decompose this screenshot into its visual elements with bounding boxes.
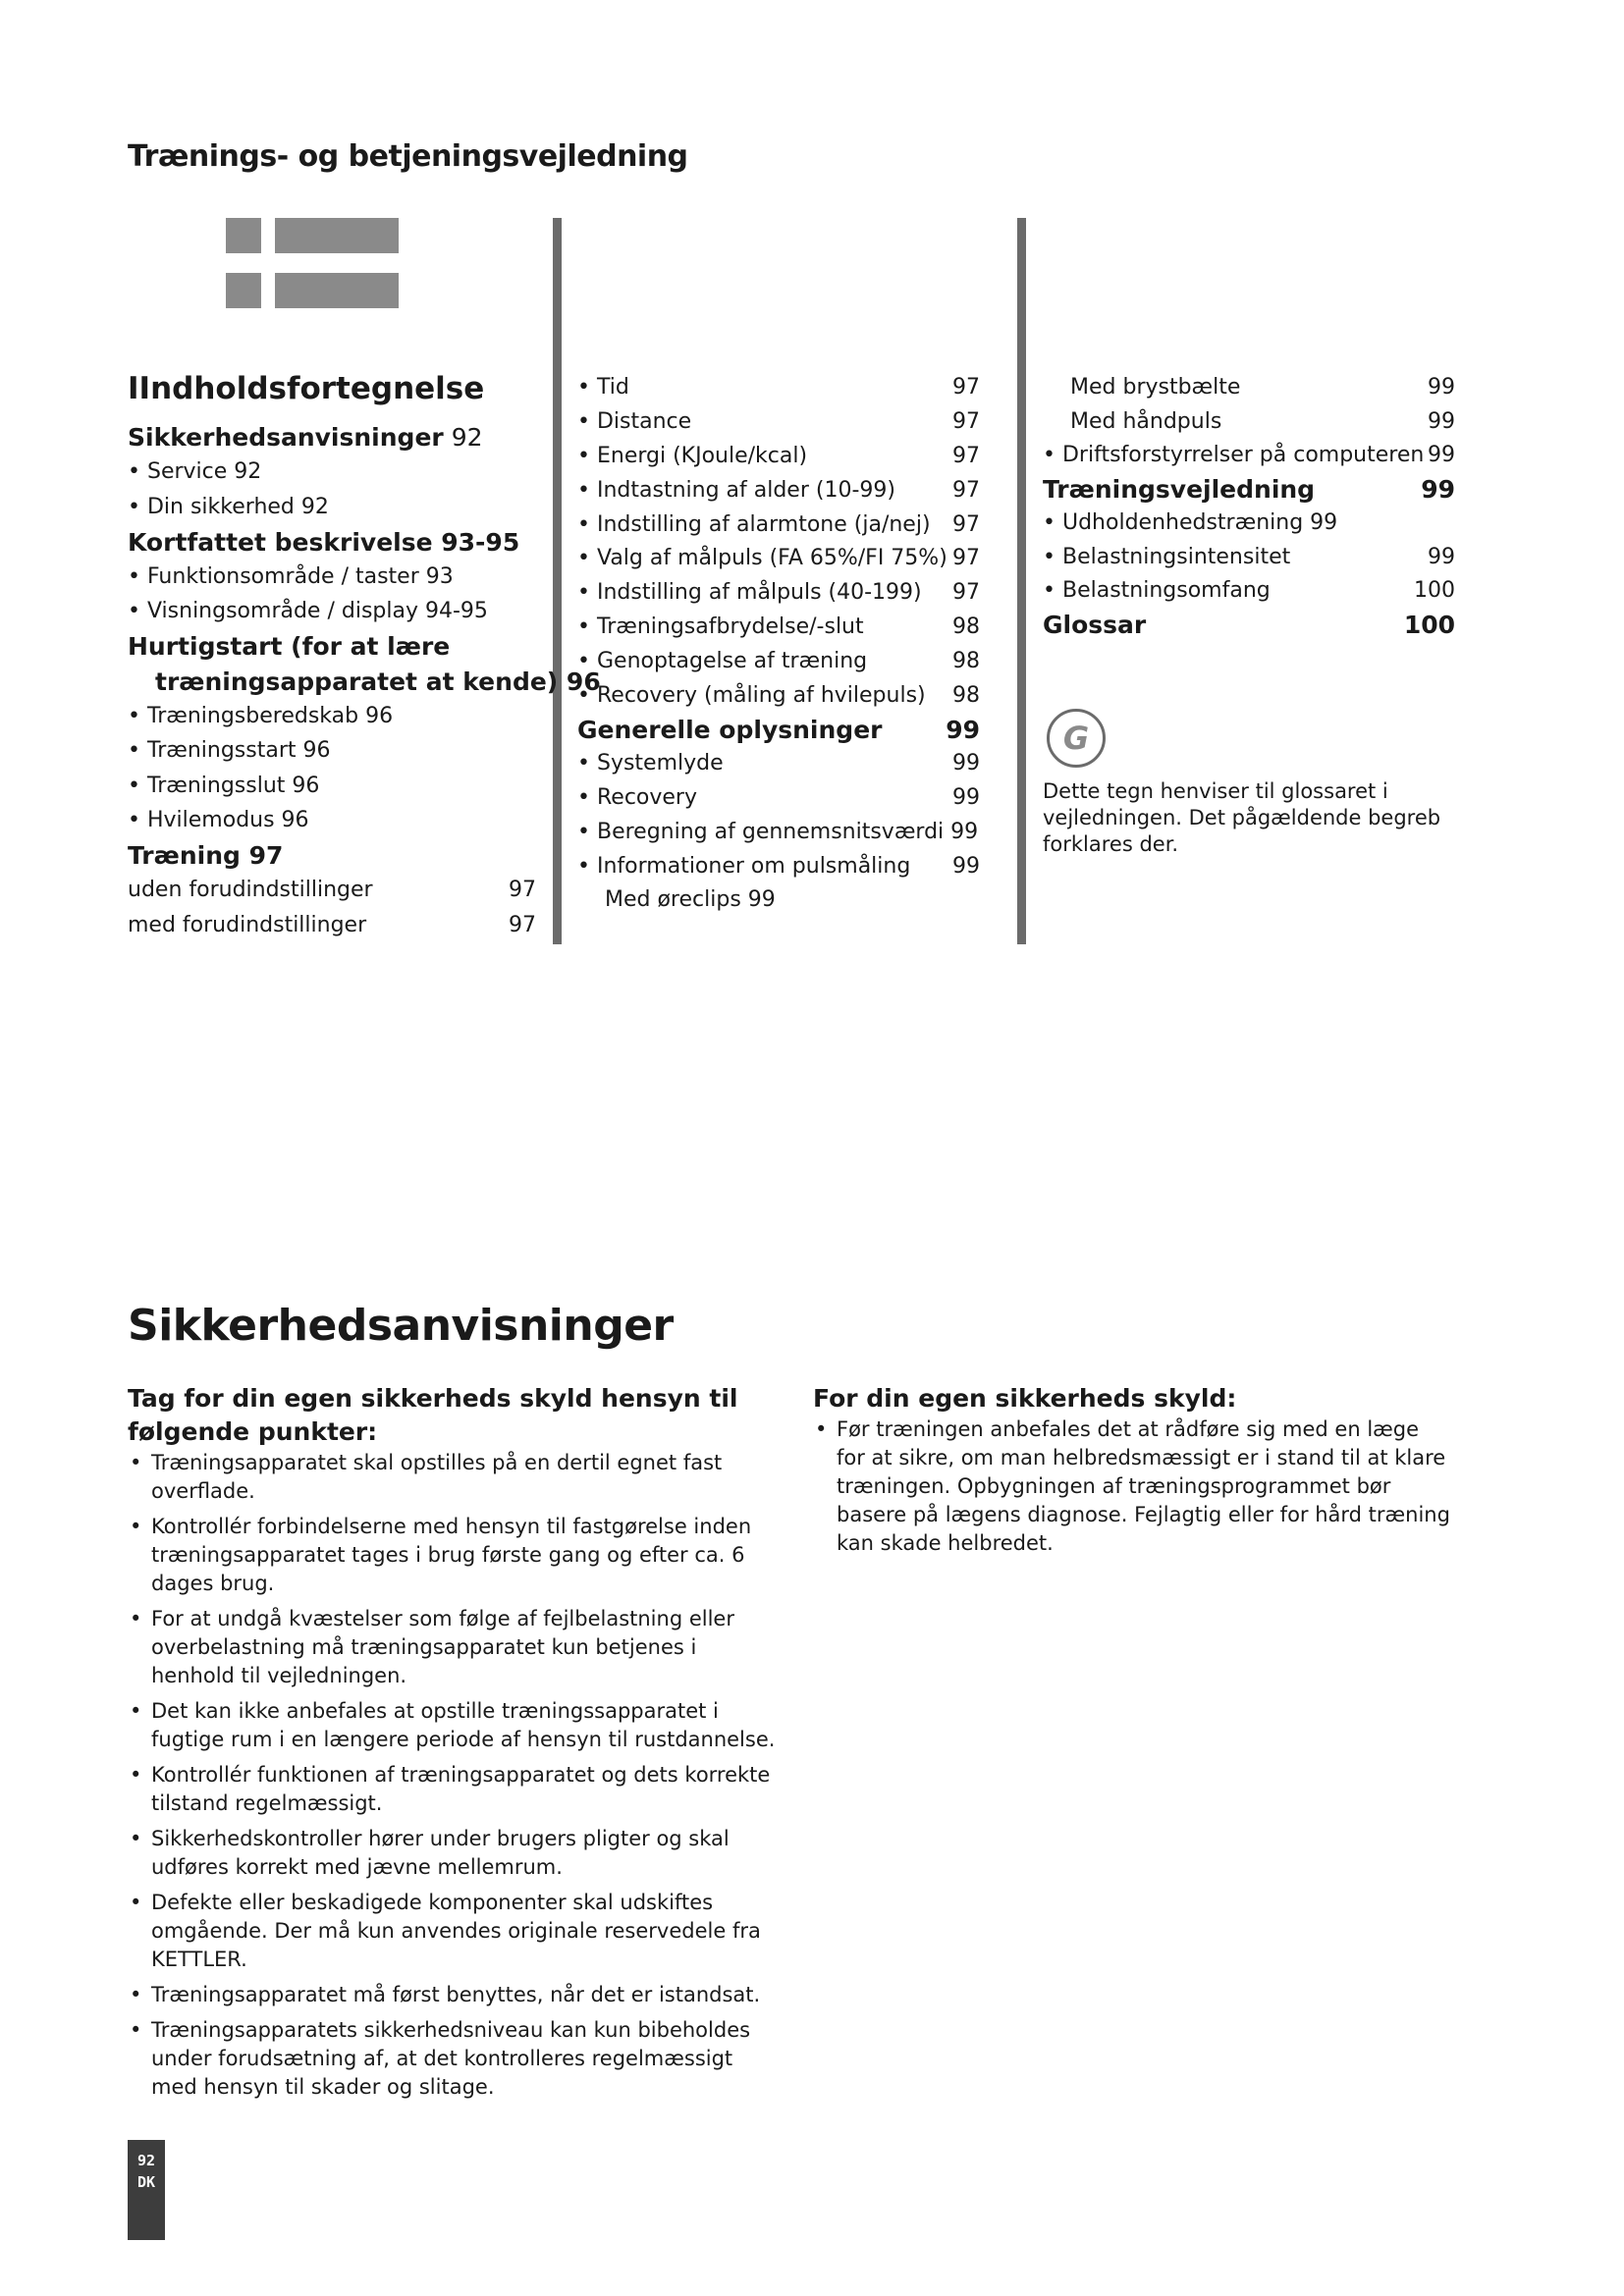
toc-entry: [577, 678, 980, 713]
toc-page-number: 100: [1414, 578, 1455, 604]
toc-entry: [128, 874, 536, 909]
toc-entry: [128, 629, 536, 665]
toc-entry-text: • Belastningsintensitet: [1043, 547, 1290, 568]
toc-page-number: 98: [952, 682, 980, 708]
toc-entry-text: Sikkerhedsanvisninger: [128, 423, 444, 453]
toc-entry: [128, 769, 536, 804]
toc-page-number: 99: [1428, 375, 1455, 400]
toc-page-number: 97: [952, 409, 980, 435]
safety-right-list: [813, 1415, 1451, 1558]
toc-entry: [577, 781, 980, 816]
safety-item: • Træningsapparatet skal opstilles på en dertil egnet fast overflade.: [128, 1449, 776, 1506]
toc-entry-text: Med håndpuls: [1070, 408, 1222, 434]
toc-page-number: 97: [509, 912, 536, 937]
glossary-note: Dette tegn henviser til glossaret i vejledningen. Det pågældende begreb forklares der.: [1043, 779, 1441, 856]
language-code: DK: [136, 2173, 156, 2191]
toc-entry: [577, 747, 980, 781]
toc-entry: [128, 838, 536, 874]
toc-page-number: 97: [952, 546, 980, 571]
toc-entry-text: • Recovery: [577, 787, 697, 809]
toc-entry-text: træningsapparatet at kende) 96: [155, 667, 601, 696]
toc-page-number: 99: [1428, 544, 1455, 569]
toc-entry-text: Træning 97: [128, 841, 284, 871]
document-title: Trænings- og betjeningsvejledning: [128, 139, 688, 174]
toc-entry-text: Kortfattet beskrivelse 93-95: [128, 527, 520, 557]
toc-entry: [128, 699, 536, 734]
toc-entry-text: • Informationer om pulsmåling: [577, 856, 910, 878]
toc-entry: [1043, 541, 1455, 575]
toc-entry: [577, 473, 980, 507]
toc-entry-text: • Træningsslut 96: [128, 775, 319, 797]
toc-entry-text: • Distance: [577, 411, 691, 433]
toc-entry: [577, 542, 980, 576]
column-divider: [553, 218, 562, 944]
toc-entry-text: • Funktionsområde / taster 93: [128, 566, 454, 588]
toc-entry-text: med forudindstillinger: [128, 912, 367, 937]
toc-entry: [128, 455, 536, 491]
safety-left-heading: Tag for din egen sikkerheds skyld hensyn til følgende punkter:: [128, 1384, 738, 1446]
toc-entry: [1043, 405, 1455, 440]
toc-entry: [128, 908, 536, 943]
toc-entry: [128, 420, 536, 455]
toc-entry: [128, 595, 536, 630]
toc-page-number: 99: [1428, 443, 1455, 468]
toc-entry-text: • Valg af målpuls (FA 65%/FI 75%): [577, 548, 947, 569]
toc-entry-text: • Træningsberedskab 96: [128, 706, 393, 727]
safety-item: • Kontrollér forbindelserne med hensyn til fastgørelse inden træningsapparatet tages i brug første gang og efter ca. 6 dages brug.: [128, 1513, 776, 1598]
toc-title: IIndholdsfortegnelse: [128, 371, 485, 406]
toc-page-number: 98: [952, 614, 980, 639]
toc-entry-text: • Træningsstart 96: [128, 740, 331, 762]
toc-entry: [577, 644, 980, 678]
toc-entry: [128, 560, 536, 595]
toc-page-number: 97: [952, 511, 980, 537]
toc-entry-text: Glossar: [1043, 611, 1147, 640]
toc-page-number: 97: [952, 580, 980, 606]
toc-entry-text: • Recovery (måling af hvilepuls): [577, 685, 926, 707]
toc-entry-text: Hurtigstart (for at lære: [128, 632, 451, 662]
toc-page-number: 92: [451, 423, 483, 453]
toc-entry: [1043, 574, 1455, 609]
toc-entry-text: • Service 92: [128, 461, 261, 483]
toc-entry: [128, 734, 536, 770]
safety-right-heading: For din egen sikkerheds skyld:: [813, 1384, 1237, 1413]
toc-entry-text: • Indstilling af alarmtone (ja/nej): [577, 514, 931, 536]
page-number: 92: [136, 2152, 156, 2169]
toc-entry: [577, 405, 980, 440]
toc-entry: [577, 576, 980, 611]
toc-entry: [1043, 473, 1455, 507]
toc-column-2: [577, 371, 980, 918]
toc-page-number: 100: [1403, 611, 1455, 640]
toc-entry: [577, 507, 980, 542]
toc-entry-text: • Udholdenhedstræning 99: [1043, 512, 1337, 534]
toc-entry-text: Generelle oplysninger: [577, 715, 883, 744]
toc-entry-text: Med brystbælte: [1070, 375, 1241, 400]
toc-entry: [577, 815, 980, 849]
toc-page-number: 99: [1421, 475, 1455, 505]
toc-entry-text: • Systemlyde: [577, 753, 724, 774]
toc-entry-text: • Din sikkerhed 92: [128, 497, 329, 518]
toc-page-number: 97: [952, 477, 980, 503]
glossary-icon: G: [1047, 709, 1106, 768]
toc-entry-text: Træningsvejledning: [1043, 475, 1316, 505]
toc-entry: [128, 525, 536, 561]
danish-flag-icon: [226, 218, 399, 308]
toc-entry-text: uden forudindstillinger: [128, 878, 373, 903]
toc-page-number: 99: [946, 715, 980, 744]
toc-entry: [128, 804, 536, 839]
safety-item: • Træningsapparatets sikkerhedsniveau kan kun bibeholdes under forudsætning af, at det kontrolleres regelmæssigt med hensyn til skader og slitage.: [128, 2016, 776, 2102]
toc-entry: [128, 665, 601, 700]
toc-page-number: 99: [1428, 408, 1455, 434]
toc-column-1: [128, 420, 601, 943]
toc-entry: [577, 883, 980, 918]
toc-entry-text: • Hvilemodus 96: [128, 810, 309, 831]
toc-page-number: 97: [952, 443, 980, 468]
toc-entry: [1043, 439, 1455, 473]
safety-item: • For at undgå kvæstelser som følge af fejlbelastning eller overbelastning må træningsapparatet kun betjenes i henhold til vejledningen.: [128, 1605, 776, 1690]
toc-entry: [128, 490, 536, 525]
safety-item: • Før træningen anbefales det at rådføre sig med en læge for at sikre, om man helbredsmæssigt er i stand til at klare træningen. Opbygningen af træningsprogrammet bør basere på lægens diagnose. Fejlagtig eller for hård træning kan skade helbredet.: [813, 1415, 1451, 1558]
toc-entry-text: • Indtastning af alder (10-99): [577, 480, 895, 502]
toc-page-number: 98: [952, 648, 980, 673]
toc-entry-text: • Træningsafbrydelse/-slut: [577, 616, 864, 638]
page-number-tab: [128, 2140, 165, 2240]
safety-item: • Sikkerhedskontroller hører under brugers pligter og skal udføres korrekt med jævne mellemrum.: [128, 1825, 776, 1882]
toc-entry-text: • Beregning af gennemsnitsværdi 99: [577, 822, 978, 843]
toc-entry-text: • Indstilling af målpuls (40-199): [577, 582, 922, 604]
toc-entry: [1043, 507, 1455, 541]
toc-entry-text: • Genoptagelse af træning: [577, 651, 867, 672]
toc-entry: [1043, 371, 1455, 405]
toc-entry: [577, 849, 980, 883]
column-divider: [1017, 218, 1026, 944]
toc-page-number: 99: [952, 751, 980, 776]
toc-entry-text: Med øreclips 99: [605, 887, 776, 913]
toc-entry-text: • Energi (KJoule/kcal): [577, 446, 807, 467]
toc-page-number: 99: [952, 784, 980, 810]
section-title: Sikkerhedsanvisninger: [128, 1301, 674, 1351]
safety-item: • Det kan ikke anbefales at opstille træningssapparatet i fugtige rum i en længere periode af hensyn til rustdannelse.: [128, 1697, 776, 1754]
toc-entry: [577, 713, 980, 747]
safety-left-list: [128, 1449, 776, 2102]
toc-page-number: 99: [952, 853, 980, 879]
safety-item: • Træningsapparatet må først benyttes, når det er istandsat.: [128, 1981, 776, 2009]
toc-page-number: 97: [952, 375, 980, 400]
toc-entry: [1043, 609, 1455, 643]
toc-entry-text: • Driftsforstyrrelser på computeren: [1043, 445, 1424, 466]
toc-entry-text: • Belastningsomfang: [1043, 580, 1271, 602]
toc-entry: [577, 371, 980, 405]
safety-item: • Kontrollér funktionen af træningsapparatet og dets korrekte tilstand regelmæssigt.: [128, 1761, 776, 1818]
toc-page-number: 97: [509, 878, 536, 903]
toc-entry-text: • Tid: [577, 377, 629, 399]
toc-column-3: [1043, 371, 1455, 642]
toc-entry-text: • Visningsområde / display 94-95: [128, 601, 488, 622]
toc-entry: [577, 611, 980, 645]
toc-entry: [577, 440, 980, 474]
safety-item: • Defekte eller beskadigede komponenter skal udskiftes omgående. Der må kun anvendes originale reservedele fra KETTLER.: [128, 1889, 776, 1974]
